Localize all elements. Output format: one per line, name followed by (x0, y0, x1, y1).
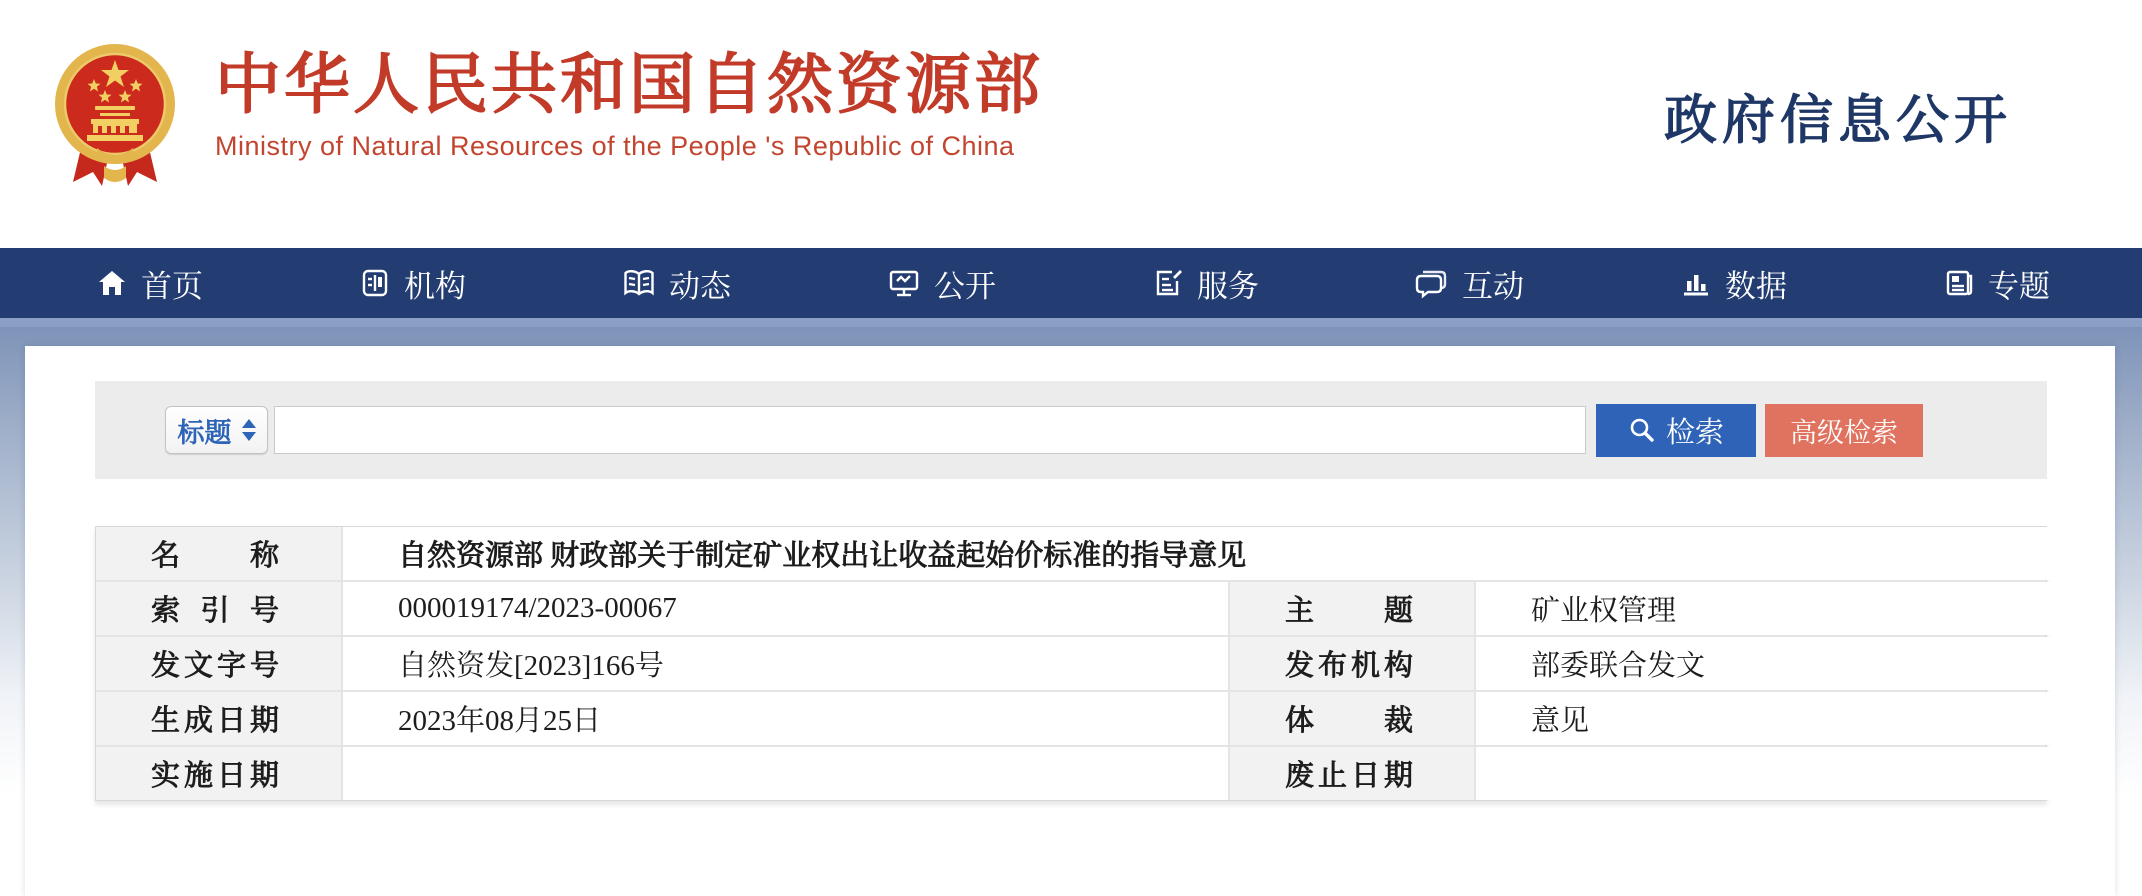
home-icon (96, 267, 128, 299)
news-book-icon (622, 267, 656, 299)
organization-icon (359, 267, 391, 299)
field-value-date-created: 2023年08月25日 (343, 692, 1228, 745)
nav-item-data[interactable]: 数据 (1680, 261, 1787, 306)
field-label-name: 名称 (96, 527, 341, 580)
nav-item-organization[interactable]: 机构 (359, 261, 466, 306)
search-field-select[interactable] (165, 406, 268, 454)
document-detail-table (95, 526, 2047, 801)
search-button[interactable]: 检索 (1596, 404, 1756, 457)
page-title-gov-info-disclosure[interactable]: 政府信息公开 (1664, 92, 2012, 150)
field-label-date-created: 生成日期 (96, 692, 341, 745)
field-value-genre: 意见 (1476, 692, 2052, 745)
field-value-subject: 矿业权管理 (1476, 582, 2052, 635)
monitor-icon (887, 267, 921, 299)
field-label-index-no: 索引号 (96, 582, 341, 635)
field-label-subject: 主题 (1230, 582, 1474, 635)
field-label-date-effective: 实施日期 (96, 747, 341, 800)
field-label-issuing-agency: 发布机构 (1230, 637, 1474, 690)
edit-document-icon (1152, 267, 1184, 299)
select-spinner-icon (242, 419, 256, 441)
field-value-issuing-agency: 部委联合发文 (1476, 637, 2052, 690)
national-emblem-icon (52, 38, 178, 200)
magnifier-icon (1628, 416, 1656, 444)
newspaper-icon (1943, 267, 1975, 299)
site-brand[interactable] (215, 48, 1043, 162)
search-bar (95, 381, 2047, 479)
field-value-date-effective (343, 747, 1228, 800)
field-value-date-repealed (1476, 747, 2052, 800)
field-label-genre: 体裁 (1230, 692, 1474, 745)
nav-bottom-strip (0, 318, 2142, 327)
main-navigation (0, 248, 2142, 318)
bar-chart-icon (1680, 267, 1712, 299)
nav-item-interaction[interactable]: 互动 (1415, 261, 1524, 306)
field-value-doc-no: 自然资发[2023]166号 (343, 637, 1228, 690)
content-panel (25, 346, 2115, 896)
field-label-doc-no: 发文字号 (96, 637, 341, 690)
search-field-selected-value: 标题 (177, 417, 232, 448)
field-value-name: 自然资源部 财政部关于制定矿业权出让收益起始价标准的指导意见 (343, 527, 2052, 580)
nav-item-news[interactable]: 动态 (622, 261, 731, 306)
nav-item-disclosure[interactable]: 公开 (887, 261, 996, 306)
site-header (0, 0, 2142, 248)
advanced-search-button[interactable]: 高级检索 (1765, 404, 1923, 457)
field-label-date-repealed: 废止日期 (1230, 747, 1474, 800)
site-title-cn: 中华人民共和国自然资源部 (215, 47, 1043, 121)
site-title-en: Ministry of Natural Resources of the People 's Republic of China (215, 130, 1015, 161)
nav-item-home[interactable]: 首页 (96, 261, 203, 306)
field-value-index-no: 000019174/2023-00067 (343, 582, 1228, 635)
nav-item-topics[interactable]: 专题 (1943, 261, 2050, 306)
main-area (0, 327, 2142, 896)
chat-bubble-icon (1415, 267, 1449, 299)
nav-item-services[interactable]: 服务 (1152, 261, 1259, 306)
search-input[interactable] (274, 406, 1586, 454)
